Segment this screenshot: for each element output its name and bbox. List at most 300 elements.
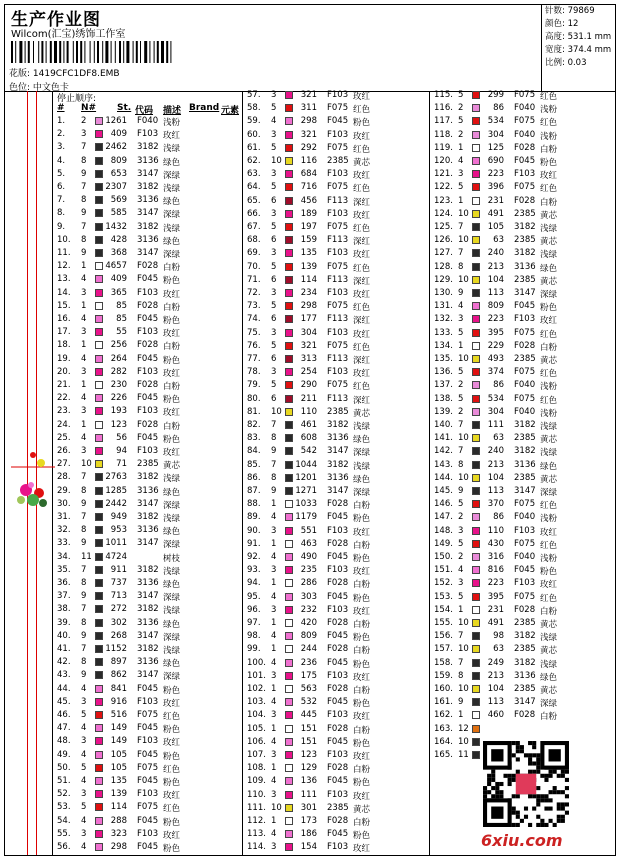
row-number: 151. [434, 565, 453, 576]
row-number: 53. [57, 802, 71, 813]
stitch-count: 716 [300, 182, 317, 193]
row-number: 97. [247, 618, 261, 628]
needle-number: 2 [458, 552, 464, 562]
thread-desc: 粉色 [163, 817, 181, 828]
row-number: 96. [247, 604, 261, 615]
row-number: 159. [434, 670, 453, 681]
table-row [432, 168, 620, 181]
color-swatch [95, 394, 103, 402]
stitch-count: 94 [116, 446, 127, 456]
table-row [55, 828, 245, 841]
thread-code: F045 [327, 512, 349, 523]
row-number: 59. [247, 116, 261, 127]
row-number: 136. [434, 367, 453, 378]
stitch-count: 98 [493, 631, 504, 642]
stitch-count: 1201 [295, 472, 317, 483]
row-number: 128. [434, 261, 453, 272]
row-number: 118. [434, 129, 453, 140]
table-row [432, 261, 620, 274]
thread-code: F045 [137, 274, 159, 285]
thread-code: F075 [514, 591, 536, 602]
thread-desc: 深红 [353, 356, 371, 366]
stitch-count: 916 [110, 696, 127, 707]
color-swatch [285, 289, 293, 297]
stitch-count: 256 [110, 340, 127, 351]
stitch-count: 4657 [105, 261, 127, 272]
row-number: 76. [247, 340, 261, 351]
color-swatch [95, 698, 103, 706]
thread-code: F113 [327, 274, 349, 285]
color-swatch [285, 711, 293, 719]
thread-code: F113 [327, 235, 349, 246]
thread-desc: 红色 [353, 184, 371, 195]
thread-code: F103 [327, 288, 349, 298]
thread-desc: 白粉 [353, 620, 371, 630]
table-row [245, 379, 435, 392]
row-number: 34. [57, 551, 71, 562]
thread-desc: 绿色 [540, 672, 558, 683]
stitch-count: 63 [493, 433, 504, 444]
thread-desc: 浅绿 [163, 514, 181, 524]
row-number: 117. [434, 116, 453, 127]
thread-code: 3182 [514, 446, 536, 457]
table-row [55, 273, 245, 286]
row-number: 105. [247, 723, 266, 734]
stitch-count: 809 [300, 631, 317, 642]
stitch-count: 4724 [105, 551, 127, 562]
thread-code: F045 [137, 723, 159, 734]
table-row [55, 392, 245, 405]
thread-desc: 白粉 [353, 818, 371, 828]
color-swatch [285, 144, 293, 152]
thread-code: 3136 [137, 234, 159, 245]
needle-number: 4 [271, 657, 277, 668]
color-swatch [472, 659, 480, 667]
thread-desc: 粉色 [353, 659, 371, 670]
row-number: 125. [434, 222, 453, 232]
stitch-count: 129 [300, 763, 317, 774]
table-row [432, 445, 620, 458]
thread-desc: 白粉 [353, 765, 371, 776]
needle-number: 5 [458, 499, 464, 510]
table-row [432, 155, 620, 168]
row-number: 44. [57, 683, 71, 694]
stitch-count: 2462 [105, 142, 127, 153]
thread-code: F045 [137, 353, 159, 364]
thread-code: F045 [514, 565, 536, 576]
needle-number: 4 [81, 776, 87, 786]
thread-code: F045 [137, 432, 159, 443]
needle-number: 9 [81, 538, 87, 549]
row-number: 51. [57, 776, 71, 786]
table-row [245, 736, 435, 749]
table-row [245, 604, 435, 617]
needle-number: 4 [81, 353, 87, 364]
thread-desc: 绿色 [353, 474, 371, 485]
row-number: 138. [434, 393, 453, 404]
header-code: 代码 [135, 106, 154, 116]
thread-code: F075 [514, 538, 536, 549]
color-swatch [472, 500, 480, 508]
needle-number: 2 [458, 380, 464, 391]
needle-number: 10 [81, 459, 92, 470]
row-number: 50. [57, 762, 71, 773]
thread-code: F075 [514, 182, 536, 193]
stitch-count: 298 [300, 116, 317, 127]
thread-desc: 红色 [540, 369, 558, 380]
row-number: 16. [57, 314, 71, 324]
needle-number: 11 [458, 750, 469, 760]
table-row [55, 788, 245, 801]
row-number: 56. [57, 842, 71, 852]
needle-number: 1 [271, 618, 277, 628]
table-row [245, 472, 435, 485]
company-name: Wilcom(汇宝)绣饰工作室 [11, 29, 126, 40]
needle-number: 6 [271, 354, 277, 364]
color-swatch [285, 474, 293, 482]
needle-number: 10 [458, 274, 469, 285]
color-swatch [285, 131, 293, 139]
table-row [245, 115, 435, 128]
table-row [245, 789, 435, 802]
thread-code: 3182 [137, 221, 159, 232]
table-row [55, 511, 245, 524]
thread-code: F103 [327, 842, 349, 853]
thread-code: F113 [327, 195, 349, 206]
stitch-count: 311 [300, 103, 317, 114]
row-number: 160. [434, 684, 453, 694]
color-swatch [95, 157, 103, 165]
needle-number: 3 [81, 366, 87, 377]
table-row [245, 762, 435, 775]
thread-desc: 玫红 [540, 527, 558, 538]
thread-code: 3136 [514, 459, 536, 470]
thread-code: F075 [327, 182, 349, 193]
thread-desc: 黄芯 [540, 620, 558, 630]
thread-desc: 粉色 [163, 276, 181, 287]
stitch-count: 321 [300, 90, 317, 100]
thread-desc: 深绿 [540, 290, 558, 300]
thread-desc: 粉色 [353, 699, 371, 710]
stitch-count: 272 [110, 604, 127, 615]
stitch-count: 713 [110, 591, 127, 602]
table-row [55, 313, 245, 326]
stitch-count: 323 [110, 828, 127, 839]
row-number: 17. [57, 327, 71, 338]
thread-desc: 深绿 [163, 632, 181, 643]
table-row [55, 353, 245, 366]
needle-number: 9 [271, 486, 277, 496]
color-swatch [285, 645, 293, 653]
stitch-count: 292 [300, 142, 317, 153]
table-row [245, 247, 435, 260]
thread-desc: 深红 [353, 276, 371, 287]
thread-code: 3136 [137, 617, 159, 628]
thread-desc: 白粉 [163, 302, 181, 313]
row-number: 29. [57, 485, 71, 496]
table-row [55, 775, 245, 788]
row-number: 57. [247, 90, 261, 100]
thread-code: F103 [327, 525, 349, 536]
thread-desc: 黄芯 [353, 804, 371, 815]
thread-desc: 深绿 [163, 250, 181, 260]
table-row [432, 379, 620, 392]
color-swatch [95, 170, 103, 178]
thread-desc: 粉色 [353, 514, 371, 525]
color-swatch [285, 395, 293, 403]
needle-number: 6 [271, 195, 277, 206]
thread-code: F028 [327, 538, 349, 549]
table-row [55, 630, 245, 643]
needle-number: 3 [271, 248, 277, 259]
needle-number: 3 [271, 208, 277, 219]
thread-code: F103 [137, 129, 159, 140]
color-swatch [472, 527, 480, 535]
thread-desc: 玫红 [353, 567, 371, 578]
thread-desc: 浅绿 [163, 606, 181, 617]
needle-number: 3 [271, 367, 277, 378]
needle-number: 5 [458, 116, 464, 127]
thread-desc: 浅粉 [540, 105, 558, 116]
needle-number: 1 [81, 380, 87, 390]
table-row [55, 141, 245, 154]
table-row [245, 643, 435, 656]
thread-desc: 粉色 [353, 831, 371, 842]
row-number: 78. [247, 367, 261, 378]
needle-number: 6 [271, 235, 277, 246]
stitch-count: 288 [110, 815, 127, 826]
header-element: 元素 [221, 106, 240, 116]
thread-desc: 玫红 [163, 289, 181, 300]
table-row [432, 683, 620, 696]
needle-number: 3 [458, 314, 464, 325]
color-swatch [472, 289, 480, 297]
thread-code: F045 [514, 156, 536, 166]
thread-desc: 浅绿 [163, 566, 181, 577]
row-number: 2. [57, 129, 66, 140]
needle-number: 7 [81, 604, 87, 615]
needle-number: 1 [458, 340, 464, 351]
thread-code: F028 [514, 195, 536, 206]
stats-panel [541, 5, 617, 91]
production-sheet [4, 4, 616, 856]
thread-code: 3136 [327, 472, 349, 483]
stitch-count: 226 [110, 393, 127, 404]
needle-number: 3 [271, 169, 277, 180]
thread-code: F028 [327, 499, 349, 510]
table-row [432, 577, 620, 590]
thread-desc: 玫红 [163, 408, 181, 419]
thread-desc: 深绿 [163, 170, 181, 181]
table-row [55, 617, 245, 630]
needle-number: 4 [81, 749, 87, 760]
table-row [55, 260, 245, 273]
table-row [245, 208, 435, 221]
thread-desc: 浅绿 [353, 461, 371, 472]
thread-desc: 玫红 [163, 791, 181, 802]
needle-number: 4 [271, 116, 277, 127]
table-row [245, 564, 435, 577]
row-number: 70. [247, 261, 261, 272]
needle-number: 5 [458, 393, 464, 404]
row-number: 73. [247, 301, 261, 312]
table-row [432, 340, 620, 353]
thread-desc: 红色 [353, 303, 371, 314]
table-row [55, 207, 245, 220]
row-number: 113. [247, 829, 266, 840]
table-row [245, 102, 435, 115]
thread-code: 2385 [327, 406, 349, 417]
thread-desc: 白粉 [353, 580, 371, 591]
table-row [245, 828, 435, 841]
table-row [245, 89, 435, 102]
stitch-count: 105 [110, 749, 127, 760]
table-row [55, 801, 245, 814]
color-swatch [472, 579, 480, 587]
thread-desc: 浅绿 [353, 422, 371, 432]
thread-desc: 红色 [163, 712, 181, 722]
color-swatch [472, 355, 480, 363]
needle-number: 8 [81, 195, 87, 206]
row-number: 38. [57, 604, 71, 615]
color-swatch [472, 487, 480, 495]
color-swatch [95, 434, 103, 442]
color-swatch [472, 329, 480, 337]
color-swatch [285, 170, 293, 178]
color-swatch [472, 249, 480, 257]
row-number: 94. [247, 578, 261, 589]
stitch-count: 321 [300, 340, 317, 351]
stitch-count: 428 [110, 234, 127, 245]
row-number: 82. [247, 420, 261, 430]
thread-code: F103 [327, 604, 349, 615]
needle-number: 11 [81, 551, 92, 562]
thread-code: 3136 [137, 485, 159, 496]
stitch-count: 173 [300, 816, 317, 826]
needle-number: 10 [271, 156, 282, 166]
thread-code: F028 [327, 644, 349, 655]
color-swatch [285, 368, 293, 376]
table-row [245, 155, 435, 168]
thread-code: F040 [514, 552, 536, 562]
color-swatch [285, 843, 293, 851]
needle-number: 3 [271, 288, 277, 298]
thread-code: F040 [514, 103, 536, 114]
needle-number: 3 [271, 604, 277, 615]
thread-code: F075 [514, 367, 536, 378]
stitch-count: 949 [110, 512, 127, 522]
table-row [245, 327, 435, 340]
color-swatch [95, 619, 103, 627]
thread-code: F028 [327, 763, 349, 774]
stitch-count: 1261 [105, 116, 127, 126]
stitch-count: 55 [116, 327, 127, 338]
color-swatch [472, 725, 480, 733]
needle-number: 4 [81, 723, 87, 734]
needle-number: 3 [81, 789, 87, 800]
stitch-count: 151 [300, 736, 317, 747]
color-swatch [95, 355, 103, 363]
thread-code: 3182 [137, 564, 159, 575]
color-swatch [95, 262, 103, 270]
stitch-count: 304 [487, 129, 504, 140]
table-row [432, 696, 620, 709]
thread-desc: 玫红 [163, 329, 181, 340]
thread-desc: 粉色 [353, 778, 371, 789]
color-swatch [472, 711, 480, 719]
table-row [245, 142, 435, 155]
row-number: 127. [434, 248, 453, 259]
thread-code: F103 [327, 169, 349, 180]
row-number: 143. [434, 459, 453, 470]
needle-number: 2 [81, 116, 87, 126]
table-row [432, 221, 620, 234]
color-swatch [285, 593, 293, 601]
thread-code: 3147 [514, 697, 536, 708]
stitch-count: 456 [300, 195, 317, 206]
thread-code: F103 [327, 710, 349, 721]
table-row [245, 551, 435, 564]
color-swatch [472, 566, 480, 574]
row-number: 90. [247, 525, 261, 536]
color-swatch [95, 315, 103, 323]
table-row [245, 709, 435, 722]
thread-code: F103 [137, 287, 159, 298]
table-row [245, 511, 435, 524]
thread-code: 3182 [327, 420, 349, 430]
row-number: 45. [57, 696, 71, 707]
needle-number: 4 [81, 842, 87, 852]
row-number: 150. [434, 552, 453, 562]
thread-code: F028 [137, 340, 159, 351]
stitch-count: 240 [487, 248, 504, 259]
table-row [55, 603, 245, 616]
table-row [432, 89, 620, 102]
thread-desc: 黄芯 [163, 461, 181, 472]
thread-desc: 白粉 [540, 606, 558, 617]
needle-number: 4 [81, 432, 87, 443]
table-row [432, 525, 620, 538]
table-row [55, 168, 245, 181]
needle-number: 8 [81, 155, 87, 166]
stitch-count: 282 [110, 366, 127, 377]
color-swatch [285, 698, 293, 706]
needle-number: 5 [271, 340, 277, 351]
thread-code: F103 [327, 248, 349, 259]
color-swatch [472, 157, 480, 165]
stitch-count: 136 [300, 776, 317, 787]
thread-desc: 浅绿 [540, 224, 558, 234]
color-swatch [472, 302, 480, 310]
color-swatch [285, 183, 293, 191]
row-number: 155. [434, 618, 453, 628]
thread-code: F045 [327, 697, 349, 708]
needle-number: 3 [81, 406, 87, 417]
table-row [432, 129, 620, 142]
thread-desc: 深绿 [353, 488, 371, 498]
thread-code: 3136 [327, 433, 349, 444]
thread-code: 2385 [514, 684, 536, 694]
row-number: 109. [247, 776, 266, 787]
needle-number: 2 [458, 512, 464, 523]
stitch-count: 104 [487, 684, 504, 694]
table-row [245, 393, 435, 406]
row-number: 3. [57, 142, 66, 153]
thread-code: F103 [514, 314, 536, 325]
stitch-count: 223 [487, 578, 504, 589]
row-number: 35. [57, 564, 71, 575]
stitch-count: 110 [487, 525, 504, 536]
